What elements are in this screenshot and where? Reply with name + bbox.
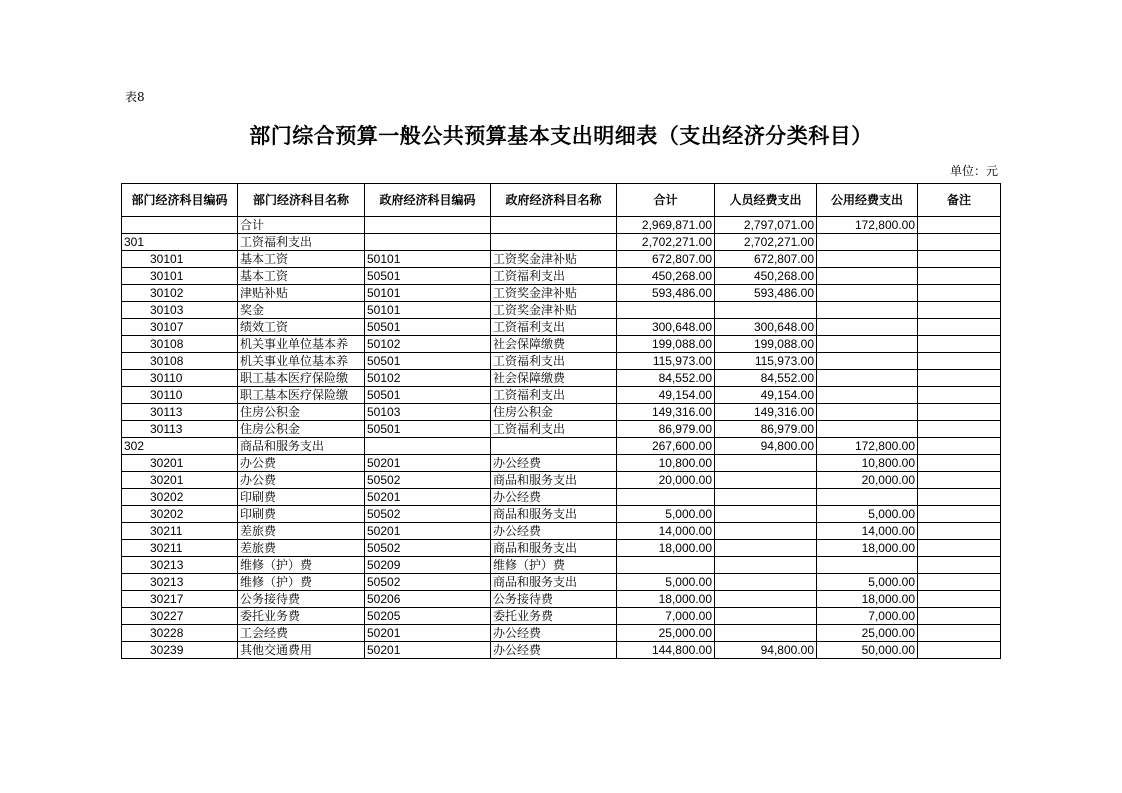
cell-dept-code: 30108 <box>122 336 238 353</box>
cell-personnel: 149,316.00 <box>715 404 817 421</box>
cell-note <box>918 251 1001 268</box>
cell-gov-name: 委托业务费 <box>491 608 617 625</box>
cell-note <box>918 319 1001 336</box>
header-dept-name: 部门经济科目名称 <box>238 184 365 217</box>
cell-dept-code: 30102 <box>122 285 238 302</box>
cell-dept-name: 津贴补贴 <box>238 285 365 302</box>
table-row <box>122 506 1001 523</box>
cell-gov-code <box>365 438 491 455</box>
cell-personnel <box>715 557 817 574</box>
cell-personnel <box>715 489 817 506</box>
cell-gov-name: 商品和服务支出 <box>491 506 617 523</box>
cell-dept-name: 维修（护）费 <box>238 574 365 591</box>
cell-personnel <box>715 574 817 591</box>
table-body <box>122 217 1001 659</box>
cell-gov-code: 50501 <box>365 387 491 404</box>
cell-public: 20,000.00 <box>817 472 918 489</box>
cell-public: 5,000.00 <box>817 574 918 591</box>
cell-note <box>918 608 1001 625</box>
cell-gov-name <box>491 234 617 251</box>
cell-total: 144,800.00 <box>617 642 715 659</box>
cell-gov-code: 50502 <box>365 540 491 557</box>
header-gov-name: 政府经济科目名称 <box>491 184 617 217</box>
table-row <box>122 302 1001 319</box>
cell-dept-code: 30110 <box>122 370 238 387</box>
cell-dept-code: 30213 <box>122 557 238 574</box>
cell-total <box>617 302 715 319</box>
cell-total: 20,000.00 <box>617 472 715 489</box>
cell-public <box>817 404 918 421</box>
cell-gov-code: 50501 <box>365 319 491 336</box>
cell-total: 86,979.00 <box>617 421 715 438</box>
cell-personnel: 94,800.00 <box>715 642 817 659</box>
cell-dept-code: 30239 <box>122 642 238 659</box>
cell-note <box>918 268 1001 285</box>
cell-dept-code: 30213 <box>122 574 238 591</box>
table-row <box>122 591 1001 608</box>
cell-gov-code: 50201 <box>365 523 491 540</box>
cell-gov-name: 工资奖金津补贴 <box>491 251 617 268</box>
cell-dept-name: 职工基本医疗保险缴 <box>238 387 365 404</box>
cell-note <box>918 353 1001 370</box>
cell-total: 115,973.00 <box>617 353 715 370</box>
cell-dept-name: 绩效工资 <box>238 319 365 336</box>
cell-gov-code: 50502 <box>365 574 491 591</box>
cell-gov-name: 社会保障缴费 <box>491 336 617 353</box>
cell-gov-name: 社会保障缴费 <box>491 370 617 387</box>
cell-dept-name: 维修（护）费 <box>238 557 365 574</box>
table-row <box>122 251 1001 268</box>
table-row <box>122 217 1001 234</box>
cell-gov-code <box>365 234 491 251</box>
cell-dept-name: 其他交通费用 <box>238 642 365 659</box>
cell-total <box>617 557 715 574</box>
table-row <box>122 387 1001 404</box>
cell-gov-name: 住房公积金 <box>491 404 617 421</box>
cell-personnel: 450,268.00 <box>715 268 817 285</box>
cell-personnel <box>715 302 817 319</box>
cell-gov-code: 50101 <box>365 285 491 302</box>
cell-total: 5,000.00 <box>617 574 715 591</box>
cell-total: 5,000.00 <box>617 506 715 523</box>
cell-dept-code: 30108 <box>122 353 238 370</box>
cell-public <box>817 353 918 370</box>
cell-personnel: 2,797,071.00 <box>715 217 817 234</box>
cell-personnel: 199,088.00 <box>715 336 817 353</box>
cell-gov-code: 50206 <box>365 591 491 608</box>
cell-public: 18,000.00 <box>817 540 918 557</box>
cell-dept-code: 30202 <box>122 506 238 523</box>
header-total: 合计 <box>617 184 715 217</box>
cell-personnel: 84,552.00 <box>715 370 817 387</box>
cell-note <box>918 421 1001 438</box>
cell-public <box>817 421 918 438</box>
cell-gov-code: 50205 <box>365 608 491 625</box>
table-row <box>122 489 1001 506</box>
cell-dept-name: 职工基本医疗保险缴 <box>238 370 365 387</box>
cell-public <box>817 234 918 251</box>
cell-gov-code <box>365 217 491 234</box>
cell-total: 10,800.00 <box>617 455 715 472</box>
cell-gov-name: 维修（护）费 <box>491 557 617 574</box>
cell-dept-name: 合计 <box>238 217 365 234</box>
table-row <box>122 472 1001 489</box>
cell-dept-name: 工资福利支出 <box>238 234 365 251</box>
cell-gov-code: 50501 <box>365 353 491 370</box>
cell-note <box>918 285 1001 302</box>
cell-total: 672,807.00 <box>617 251 715 268</box>
cell-gov-code: 50102 <box>365 370 491 387</box>
cell-note <box>918 489 1001 506</box>
header-dept-code: 部门经济科目编码 <box>122 184 238 217</box>
cell-note <box>918 557 1001 574</box>
cell-gov-name: 公务接待费 <box>491 591 617 608</box>
cell-public <box>817 336 918 353</box>
table-row <box>122 268 1001 285</box>
cell-public <box>817 557 918 574</box>
cell-gov-name: 商品和服务支出 <box>491 472 617 489</box>
cell-public <box>817 387 918 404</box>
cell-dept-name: 基本工资 <box>238 251 365 268</box>
cell-dept-code: 30211 <box>122 523 238 540</box>
cell-public <box>817 319 918 336</box>
table-row <box>122 523 1001 540</box>
cell-dept-name: 商品和服务支出 <box>238 438 365 455</box>
table-row <box>122 438 1001 455</box>
cell-public: 50,000.00 <box>817 642 918 659</box>
cell-note <box>918 506 1001 523</box>
unit-label: 单位：元 <box>949 164 998 178</box>
cell-dept-code: 30107 <box>122 319 238 336</box>
cell-public <box>817 370 918 387</box>
cell-dept-code: 30202 <box>122 489 238 506</box>
cell-dept-name: 奖金 <box>238 302 365 319</box>
cell-note <box>918 387 1001 404</box>
cell-dept-code: 30228 <box>122 625 238 642</box>
cell-dept-name: 委托业务费 <box>238 608 365 625</box>
header-gov-code: 政府经济科目编码 <box>365 184 491 217</box>
cell-gov-code: 50201 <box>365 625 491 642</box>
cell-public: 172,800.00 <box>817 438 918 455</box>
table-header-row <box>122 184 1001 217</box>
cell-dept-name: 住房公积金 <box>238 421 365 438</box>
cell-dept-code: 30113 <box>122 404 238 421</box>
cell-dept-code: 30101 <box>122 268 238 285</box>
header-personnel: 人员经费支出 <box>715 184 817 217</box>
cell-note <box>918 540 1001 557</box>
cell-personnel: 86,979.00 <box>715 421 817 438</box>
cell-personnel: 94,800.00 <box>715 438 817 455</box>
cell-public: 5,000.00 <box>817 506 918 523</box>
cell-gov-name <box>491 438 617 455</box>
table-row <box>122 370 1001 387</box>
cell-note <box>918 455 1001 472</box>
table-row <box>122 353 1001 370</box>
cell-gov-code: 50201 <box>365 455 491 472</box>
cell-personnel <box>715 540 817 557</box>
table-row <box>122 557 1001 574</box>
table-row <box>122 234 1001 251</box>
cell-note <box>918 642 1001 659</box>
cell-total: 18,000.00 <box>617 591 715 608</box>
cell-personnel: 593,486.00 <box>715 285 817 302</box>
cell-gov-code: 50502 <box>365 472 491 489</box>
cell-gov-name: 工资福利支出 <box>491 387 617 404</box>
cell-personnel: 49,154.00 <box>715 387 817 404</box>
cell-gov-name: 办公经费 <box>491 642 617 659</box>
table-row <box>122 642 1001 659</box>
cell-public <box>817 251 918 268</box>
cell-dept-name: 办公费 <box>238 472 365 489</box>
cell-note <box>918 438 1001 455</box>
cell-public: 14,000.00 <box>817 523 918 540</box>
cell-gov-name: 工资福利支出 <box>491 319 617 336</box>
cell-dept-name: 办公费 <box>238 455 365 472</box>
cell-gov-code: 50101 <box>365 302 491 319</box>
cell-personnel: 300,648.00 <box>715 319 817 336</box>
table-row <box>122 336 1001 353</box>
cell-gov-code: 50501 <box>365 421 491 438</box>
cell-gov-name: 工资福利支出 <box>491 421 617 438</box>
budget-table <box>121 183 1001 659</box>
cell-note <box>918 336 1001 353</box>
cell-dept-code: 30110 <box>122 387 238 404</box>
cell-gov-name: 办公经费 <box>491 625 617 642</box>
cell-dept-code: 30201 <box>122 472 238 489</box>
cell-total: 2,969,871.00 <box>617 217 715 234</box>
cell-public <box>817 302 918 319</box>
cell-gov-name: 办公经费 <box>491 455 617 472</box>
page-title: 部门综合预算一般公共预算基本支出明细表（支出经济分类科目） <box>249 124 873 148</box>
cell-gov-name: 办公经费 <box>491 523 617 540</box>
cell-total: 300,648.00 <box>617 319 715 336</box>
cell-total: 18,000.00 <box>617 540 715 557</box>
cell-note <box>918 302 1001 319</box>
cell-public: 7,000.00 <box>817 608 918 625</box>
cell-personnel: 2,702,271.00 <box>715 234 817 251</box>
cell-note <box>918 370 1001 387</box>
cell-gov-code: 50103 <box>365 404 491 421</box>
cell-dept-code: 302 <box>122 438 238 455</box>
header-public: 公用经费支出 <box>817 184 918 217</box>
cell-total: 593,486.00 <box>617 285 715 302</box>
table-row <box>122 608 1001 625</box>
cell-gov-name: 工资福利支出 <box>491 353 617 370</box>
table-row <box>122 625 1001 642</box>
cell-total: 2,702,271.00 <box>617 234 715 251</box>
cell-dept-name: 印刷费 <box>238 489 365 506</box>
cell-personnel <box>715 591 817 608</box>
cell-gov-code: 50102 <box>365 336 491 353</box>
cell-public: 172,800.00 <box>817 217 918 234</box>
cell-total: 149,316.00 <box>617 404 715 421</box>
cell-public <box>817 268 918 285</box>
cell-public <box>817 489 918 506</box>
cell-personnel <box>715 523 817 540</box>
cell-total: 25,000.00 <box>617 625 715 642</box>
cell-dept-name: 机关事业单位基本养 <box>238 336 365 353</box>
cell-gov-name: 工资奖金津补贴 <box>491 285 617 302</box>
cell-gov-name: 办公经费 <box>491 489 617 506</box>
cell-gov-code: 50209 <box>365 557 491 574</box>
cell-note <box>918 591 1001 608</box>
cell-dept-code: 301 <box>122 234 238 251</box>
cell-personnel <box>715 506 817 523</box>
cell-personnel <box>715 625 817 642</box>
cell-personnel <box>715 472 817 489</box>
cell-dept-code: 30101 <box>122 251 238 268</box>
cell-dept-code <box>122 217 238 234</box>
table-number-label: 表8 <box>125 90 145 104</box>
cell-personnel <box>715 608 817 625</box>
header-note: 备注 <box>918 184 1001 217</box>
cell-dept-code: 30103 <box>122 302 238 319</box>
cell-dept-name: 差旅费 <box>238 523 365 540</box>
cell-public: 25,000.00 <box>817 625 918 642</box>
cell-gov-code: 50201 <box>365 489 491 506</box>
cell-total: 199,088.00 <box>617 336 715 353</box>
cell-gov-name: 工资奖金津补贴 <box>491 302 617 319</box>
cell-personnel: 672,807.00 <box>715 251 817 268</box>
cell-total: 14,000.00 <box>617 523 715 540</box>
table-row <box>122 455 1001 472</box>
cell-dept-code: 30217 <box>122 591 238 608</box>
cell-total: 7,000.00 <box>617 608 715 625</box>
cell-gov-name: 商品和服务支出 <box>491 540 617 557</box>
cell-dept-name: 印刷费 <box>238 506 365 523</box>
cell-total: 84,552.00 <box>617 370 715 387</box>
cell-gov-code: 50101 <box>365 251 491 268</box>
table-row <box>122 404 1001 421</box>
cell-total: 450,268.00 <box>617 268 715 285</box>
cell-personnel: 115,973.00 <box>715 353 817 370</box>
cell-gov-code: 50201 <box>365 642 491 659</box>
cell-note <box>918 217 1001 234</box>
cell-total: 267,600.00 <box>617 438 715 455</box>
cell-note <box>918 234 1001 251</box>
cell-public: 18,000.00 <box>817 591 918 608</box>
cell-note <box>918 472 1001 489</box>
cell-dept-name: 工会经费 <box>238 625 365 642</box>
table-row <box>122 574 1001 591</box>
cell-note <box>918 523 1001 540</box>
cell-gov-name <box>491 217 617 234</box>
cell-dept-name: 住房公积金 <box>238 404 365 421</box>
cell-gov-code: 50502 <box>365 506 491 523</box>
table-row <box>122 540 1001 557</box>
cell-gov-code: 50501 <box>365 268 491 285</box>
cell-dept-name: 机关事业单位基本养 <box>238 353 365 370</box>
cell-note <box>918 404 1001 421</box>
cell-dept-code: 30201 <box>122 455 238 472</box>
cell-total: 49,154.00 <box>617 387 715 404</box>
cell-gov-name: 商品和服务支出 <box>491 574 617 591</box>
cell-total <box>617 489 715 506</box>
table-row <box>122 285 1001 302</box>
cell-gov-name: 工资福利支出 <box>491 268 617 285</box>
cell-note <box>918 625 1001 642</box>
table-row <box>122 319 1001 336</box>
cell-dept-name: 基本工资 <box>238 268 365 285</box>
table-row <box>122 421 1001 438</box>
cell-dept-name: 公务接待费 <box>238 591 365 608</box>
cell-dept-code: 30211 <box>122 540 238 557</box>
cell-dept-code: 30227 <box>122 608 238 625</box>
cell-public <box>817 285 918 302</box>
cell-public: 10,800.00 <box>817 455 918 472</box>
cell-dept-code: 30113 <box>122 421 238 438</box>
cell-personnel <box>715 455 817 472</box>
cell-dept-name: 差旅费 <box>238 540 365 557</box>
cell-note <box>918 574 1001 591</box>
